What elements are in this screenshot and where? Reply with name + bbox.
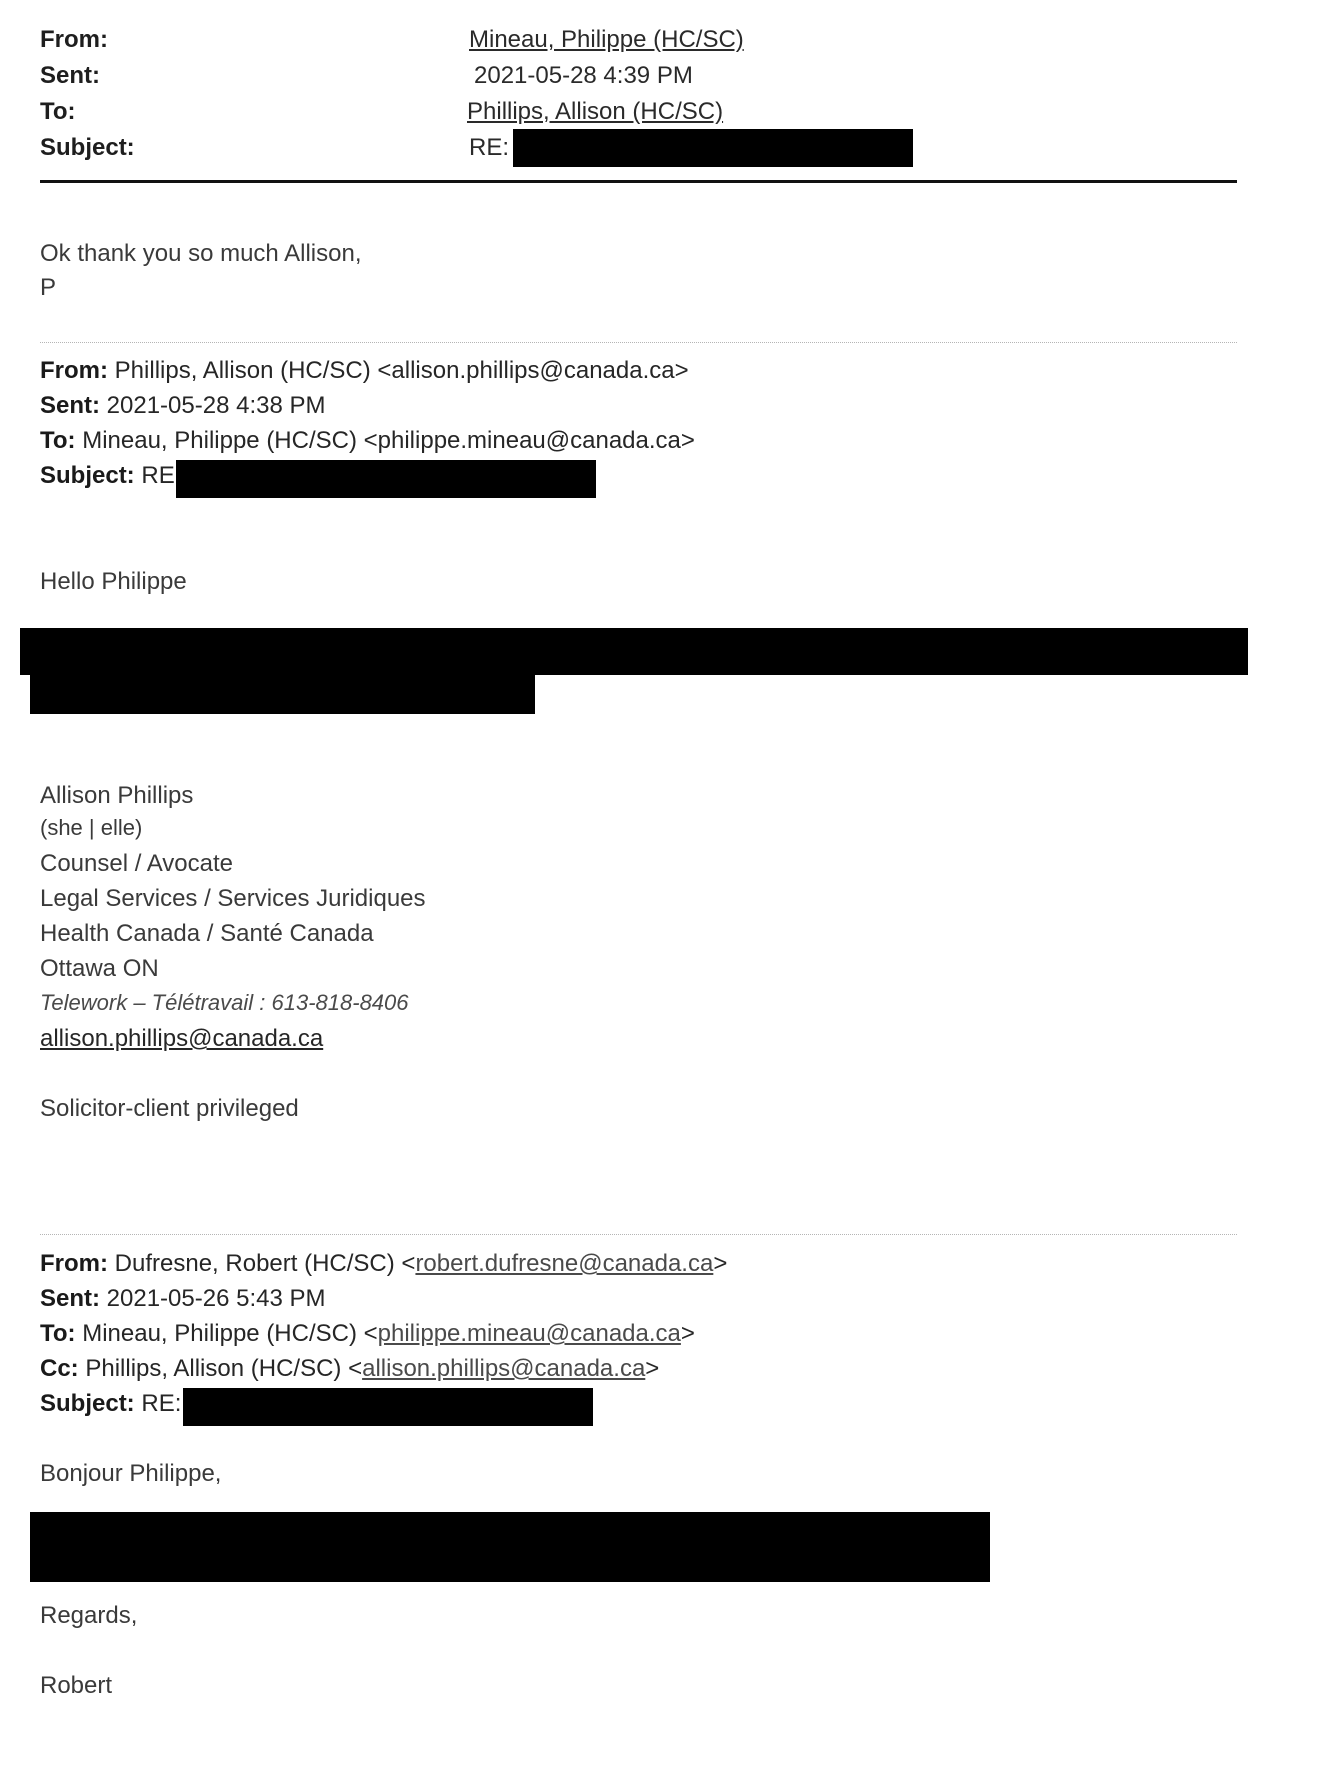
message3-subject-label: Subject: <box>40 1390 135 1417</box>
redaction-message2-body-line1 <box>20 628 1248 675</box>
message3-subject <box>40 1390 181 1418</box>
message3-regards: Regards, <box>40 1602 138 1629</box>
header-sent-value: 2021-05-28 4:39 PM <box>474 62 693 89</box>
redaction-message2-subject <box>176 460 596 498</box>
message2-from-value: Phillips, Allison (HC/SC) <allison.phillips@canada.ca> <box>108 357 689 384</box>
message2-from <box>40 357 689 385</box>
message3-greeting: Bonjour Philippe, <box>40 1460 222 1487</box>
message3-sent <box>40 1285 325 1313</box>
message1-line1: Ok thank you so much Allison, <box>40 240 362 267</box>
message3-to-label: To: <box>40 1320 76 1347</box>
header-from-label: From: <box>40 26 108 53</box>
message2-subject-label: Subject: <box>40 462 135 489</box>
message2-sent-value: 2021-05-28 4:38 PM <box>100 392 326 419</box>
header-subject-prefix: RE: <box>469 134 510 161</box>
message1-line2: P <box>40 274 57 301</box>
message2-sent-label: Sent: <box>40 392 100 419</box>
message3-from-email-link[interactable]: robert.dufresne@canada.ca <box>415 1250 714 1277</box>
signature-pronouns: (she | elle) <box>40 815 143 840</box>
redaction-message2-body-line2 <box>30 670 535 714</box>
header-divider <box>40 180 1237 183</box>
message3-to-close: > <box>680 1320 695 1347</box>
message2-from-label: From: <box>40 357 108 384</box>
message2-to-value: Mineau, Philippe (HC/SC) <philippe.mineau@canada.ca> <box>75 427 695 454</box>
signature-telework: Telework – Télétravail : 613-818-8406 <box>40 990 409 1015</box>
signature-city: Ottawa ON <box>40 955 159 982</box>
message3-to-email-link[interactable]: philippe.mineau@canada.ca <box>377 1320 681 1347</box>
message2-subject <box>40 462 175 490</box>
separator-1 <box>40 342 1237 343</box>
header-subject-label: Subject: <box>40 134 135 161</box>
message3-cc-label: Cc: <box>40 1355 79 1382</box>
signature-title: Counsel / Avocate <box>40 850 234 877</box>
message3-from-name: Dufresne, Robert (HC/SC) < <box>108 1250 416 1277</box>
message3-from-label: From: <box>40 1250 108 1277</box>
message3-sent-value: 2021-05-26 5:43 PM <box>100 1285 326 1312</box>
message3-from-close: > <box>713 1250 728 1277</box>
message3-to <box>40 1320 695 1348</box>
signature-org: Health Canada / Santé Canada <box>40 920 374 947</box>
message3-cc-name: Phillips, Allison (HC/SC) < <box>78 1355 363 1382</box>
message3-cc-email-link[interactable]: allison.phillips@canada.ca <box>362 1355 646 1382</box>
redaction-message3-subject <box>183 1388 593 1426</box>
message3-signoff: Robert <box>40 1672 113 1699</box>
header-sent-label: Sent: <box>40 62 100 89</box>
signature-dept: Legal Services / Services Juridiques <box>40 885 426 912</box>
signature-email-link[interactable]: allison.phillips@canada.ca <box>40 1025 324 1052</box>
message2-subject-prefix: RE <box>134 462 175 489</box>
header-from-value[interactable]: Mineau, Philippe (HC/SC) <box>469 26 744 53</box>
message3-cc <box>40 1355 659 1383</box>
header-to-value[interactable]: Phillips, Allison (HC/SC) <box>467 98 724 125</box>
message3-cc-close: > <box>645 1355 660 1382</box>
privilege-notice: Solicitor-client privileged <box>40 1095 299 1122</box>
header-to-label: To: <box>40 98 76 125</box>
message3-subject-prefix: RE: <box>134 1390 182 1417</box>
message2-to-label: To: <box>40 427 76 454</box>
message2-greeting: Hello Philippe <box>40 568 187 595</box>
message2-to <box>40 427 695 455</box>
message2-sent <box>40 392 325 420</box>
signature-name: Allison Phillips <box>40 782 194 809</box>
message3-sent-label: Sent: <box>40 1285 100 1312</box>
separator-2 <box>40 1234 1237 1235</box>
message3-from <box>40 1250 727 1278</box>
redaction-header-subject <box>513 129 913 167</box>
redaction-message3-body <box>30 1512 990 1582</box>
message3-to-name: Mineau, Philippe (HC/SC) < <box>75 1320 378 1347</box>
